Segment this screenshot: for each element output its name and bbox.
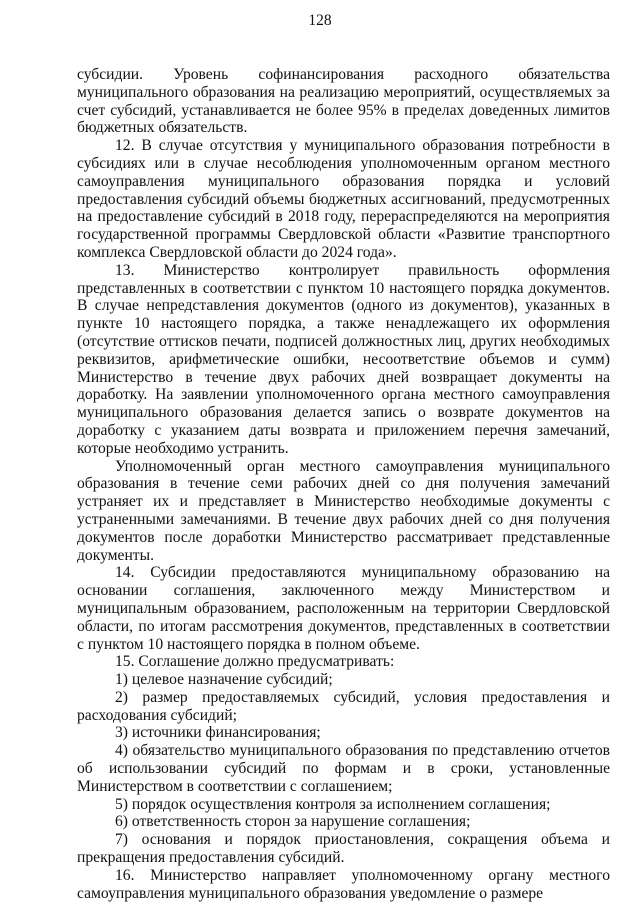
paragraph-12: 12. В случае отсутствия у муниципального образования потребности в субсидиях или в случае несоблюдения уполномоченным органом местного самоуправления муниципального образования порядка и условий предоставления субсидий объемы бюджетных ассигнований, предусмотренных на предоставление субсидий в 2018 году, перераспределяются на мероприятия государственной программы Свердловской области «Развитие транспортного комплекса Свердловской области до 2024 года». [77,137,610,261]
list-item-5: 5) порядок осуществления контроля за исполнением соглашения; [115,795,551,813]
list-item-6: 6) ответственность сторон за нарушение соглашения; [115,813,471,831]
paragraph-13-continued: Уполномоченный орган местного самоуправления муниципального образования в течение семи рабочих дней со дня получения замечаний устраняет их и представляет в Министерство необходимые документы с устраненными замечаниями. В течение двух рабочих дней со дня получения документов после доработки Министерство рассматривает представленные документы. [77,457,610,564]
list-item-7: 7) основания и порядок приостановления, сокращения объема и прекращения предоставления субсидий. [77,831,610,867]
paragraph-15: 15. Соглашение должно предусматривать: [115,653,395,671]
paragraph-14: 14. Субсидии предоставляются муниципальному образованию на основании соглашения, заключенного между Министерством и муниципальным образованием, расположенным на территории Свердловской области, по итогам рассмотрения документов, представленных в соответствии с пунктом 10 настоящего порядка в полном объеме. [77,564,610,653]
paragraph-13: 13. Министерство контролирует правильность оформления представленных в соответствии с пунктом 10 настоящего порядка документов. В случае непредставления документов (одного из документов), указанных в пункте 10 настоящего порядка, а также ненадлежащего их оформления (отсутствие оттисков печати, подписей должностных лиц, других необходимых реквизитов, арифметические ошибки, несоответствие объемов и сумм) Министерство в течение двух рабочих дней возвращает документы на доработку. На заявлении уполномоченного органа местного самоуправления муниципального образования делается запись о возврате документов на доработку с указанием даты возврата и приложением перечня замечаний, которые необходимо устранить. [77,261,610,457]
document-body [77,66,610,902]
list-item-4: 4) обязательство муниципального образования по представлению отчетов об использовании субсидий по формам и в сроки, установленные Министерством в соответствии с соглашением; [77,742,610,795]
paragraph-continuation: субсидии. Уровень софинансирования расходного обязательства муниципального образования на реализацию мероприятий, осуществляемых за счет субсидий, устанавливается не более 95% в пределах доведенных лимитов бюджетных обязательств. [77,66,610,137]
page-number: 128 [308,12,332,29]
list-item-3: 3) источники финансирования; [115,724,321,742]
list-item-2: 2) размер предоставляемых субсидий, условия предоставления и расходования субсидий; [77,688,610,724]
list-item-1: 1) целевое назначение субсидий; [115,671,333,689]
paragraph-16: 16. Министерство направляет уполномоченному органу местного самоуправления муниципального образования уведомление о размере [77,866,610,902]
